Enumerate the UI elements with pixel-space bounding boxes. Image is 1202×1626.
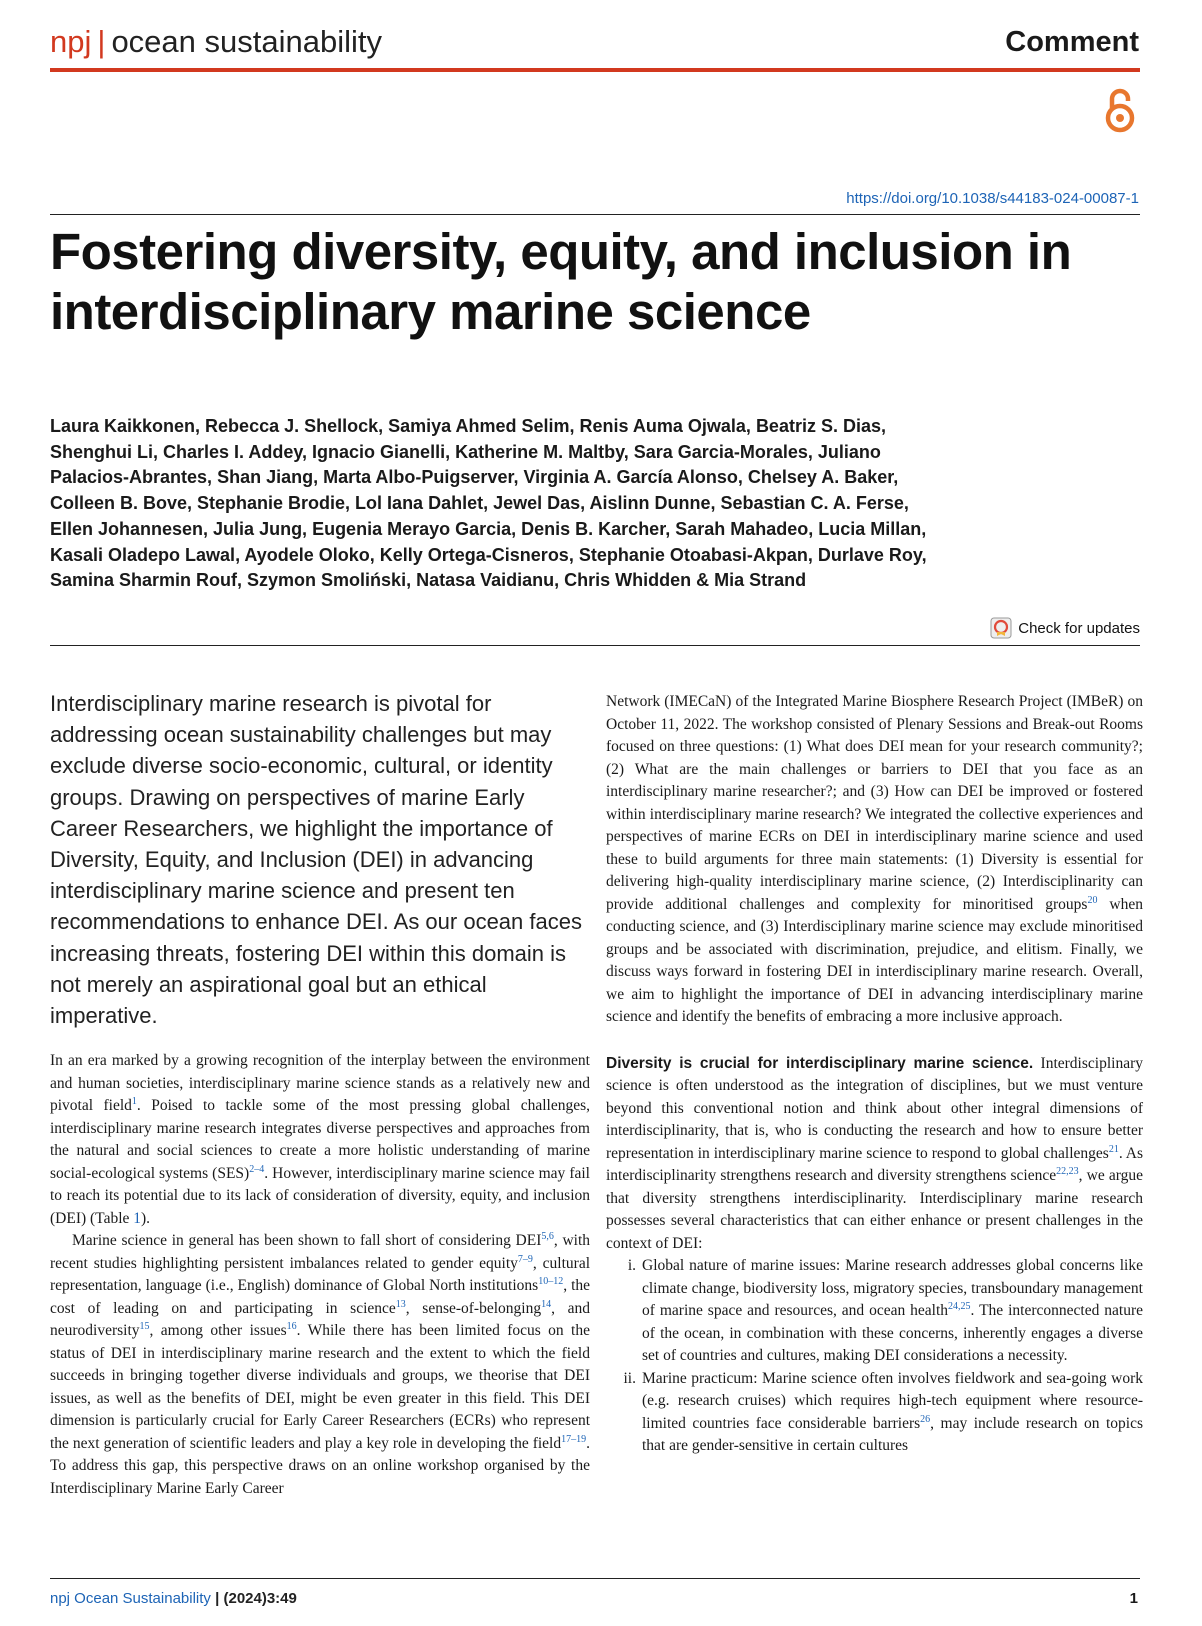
citation-ref[interactable]: 21	[1108, 1143, 1119, 1155]
article-title: Fostering diversity, equity, and inclusion in interdisciplinary marine science	[50, 223, 1072, 340]
citation-ref[interactable]: 26	[920, 1413, 931, 1425]
author-list: Laura Kaikkonen, Rebecca J. Shellock, Samiya Ahmed Selim, Renis Auma Ojwala, Beatriz S. Dias, Shenghui Li, Charles I. Addey, Ignacio Gianelli, Katherine M. Maltby, Sara Garcia-Morales, Juliano Palacios-Abrantes, Shan Jiang, Marta Albo-Puigserver, Virginia A. García Alonso, Chelsey A. Baker, Colleen B. Bove, Stephanie Brodie, Lol Iana Dahlet, Jewel Das, Aislinn Dunne, Sebastian C. A. Ferse, Ellen Johannesen, Julia Jung, Eugenia Merayo Garcia, Denis B. Karcher, Sarah Mahadeo, Lucia Millan, Kasali Oladepo Lawal, Ayodele Oloko, Kelly Ortega-Cisneros, Stephanie Otoabasi-Akpan, Durlave Roy, Samina Sharmin Rouf, Szymon Smoliński, Natasa Vaidianu, Chris Whidden & Mia Strand	[50, 416, 927, 591]
list-number: i.	[627, 1257, 636, 1274]
header-rule	[50, 68, 1140, 72]
footer-journal[interactable]: npj Ocean Sustainability	[50, 1590, 211, 1607]
footer-separator: |	[210, 1590, 224, 1607]
section-heading: Diversity is crucial for interdisciplinary marine science.	[606, 1054, 1034, 1072]
paragraph: Network (IMECaN) of the Integrated Marine Biosphere Research Project (IMBeR) on October 11, 2022. The workshop consisted of Plenary Sessions and Break-out Rooms focused on three questions: (1) What does DEI mean for your research community?; (2) What are the main challenges or barriers to DEI that you face as an interdisciplinary marine researcher?; and (3) How can DEI be improved or fostered within interdisciplinary marine research? We integrated the collective experiences and perspectives of marine ECRs on DEI in interdisciplinary marine science and used these to build arguments for three main statements: (1) Diversity is essential for delivering high-quality interdisciplinary marine science, (2) Interdisciplinarity can provide additional challenges and complexity for minoritised groups$^{20}$ when conducting science, and (3) Interdisciplinary marine science may exclude minoritised groups and be associated with discrimination, prejudice, and elitism. Finally, we discuss ways forward in fostering DEI in interdisciplinary marine research. Overall, we aim to highlight the importance of DEI in advancing interdisciplinary marine science and identify the benefits of embracing a more inclusive approach.	[606, 693, 1144, 1025]
page-number: 1	[1129, 1590, 1138, 1607]
citation-ref[interactable]: 24,25	[948, 1300, 971, 1312]
journal-separator: |	[97, 24, 106, 59]
section-paragraph: Diversity is crucial for interdisciplinary marine science. Interdisciplinary science is often understood as the integration of disciplines, but we must venture beyond this conventional notion and think about other integral dimensions of interdisciplinarity, that is, who is conducting the research and how to ensure better representation in interdisciplinary marine science to respond to global challenges$^{21}$. As interdisciplinarity strengthens research and diversity strengthens science$^{22,23}$, we argue that diversity strengthens interdisciplinarity. Interdisciplinary marine research possesses several characteristics that can either enhance or present challenges in the context of DEI:	[606, 1054, 1144, 1252]
citation-ref[interactable]: 5,6	[541, 1230, 554, 1242]
list-number: ii.	[623, 1369, 636, 1387]
table-ref[interactable]: 1	[133, 1209, 142, 1227]
citation-ref[interactable]: 14	[541, 1298, 552, 1310]
check-updates-icon	[990, 617, 1012, 639]
footer-volume: (2024)3:49	[223, 1590, 297, 1607]
journal-name: ocean sustainability	[111, 24, 382, 59]
list-text: Global nature of marine issues: Marine research addresses global concerns like climate change, biodiversity loss, migratory species, transboundary management of marine space and resources, and ocean health$^{24,25}$. The interconnected nature of the ocean, in combination with these concerns, inherently engages a diverse set of countries and cultures, making DEI considerations a necessity.	[642, 1257, 1143, 1364]
paragraph: In an era marked by a growing recognition of the interplay between the environment and human societies, interdisciplinary marine science stands as a relatively new and pivotal field$^1$. Poised to tackle some of the most pressing global challenges, interdisciplinary marine research integrates diverse perspectives and approaches from the natural and social sciences to create a more holistic understanding of marine social-ecological systems (SES)$^{2-4}$. However, interdisciplinary marine science may fail to reach its potential due to its lack of consideration of diversity, equity, and inclusion (DEI) (Table 1).	[50, 1052, 590, 1227]
citation-ref[interactable]: 13	[395, 1298, 406, 1310]
citation-ref[interactable]: 2–4	[249, 1163, 265, 1175]
article-type: Comment	[1005, 26, 1139, 58]
journal-prefix: npj	[50, 24, 92, 59]
paragraph: Marine science in general has been shown to fall short of considering DEI$^{5,6}$, with recent studies highlighting persistent imbalances related to gender equity$^{7-9}$, cultural representation, language (i.e., English) dominance of Global North institutions$^{10-12}$, the cost of leading on and participating in science$^{13}$, sense-of-belonging$^{14}$, and neurodiversity$^{15}$, among other issues$^{16}$. While there has been limited focus on the status of DEI in interdisciplinary marine research and the extent to which the field succeeds in bringing together diverse individuals and groups, we theorise that DEI issues, as well as the benefits of DEI, might be even greater in this field. This DEI dimension is particularly crucial for Early Career Researchers (ECRs) who represent the next generation of scientific leaders and play a key role in developing the field$^{17-19}$. To address this gap, this perspective draws on an online workshop organised by the Interdisciplinary Marine Early Career	[50, 1230, 591, 1497]
citation-ref[interactable]: 1	[131, 1095, 137, 1107]
journal-header	[50, 24, 382, 60]
footer-rule	[50, 1578, 1140, 1579]
citation-ref[interactable]: 7–9	[517, 1253, 533, 1265]
body-column-left	[50, 1050, 590, 1500]
citation-ref[interactable]: 10–12	[538, 1275, 564, 1287]
abstract: Interdisciplinary marine research is pivotal for addressing ocean sustainability challenges but may exclude diverse socio-economic, cultural, or identity groups. Drawing on perspectives of marine Early Career Researchers, we highlight the importance of Diversity, Equity, and Inclusion (DEI) in advancing interdisciplinary marine science and present ten recommendations to enhance DEI. As our ocean faces increasing threats, fostering DEI within this domain is not merely an aspirational goal but an ethical imperative.	[50, 691, 582, 1029]
doi-link[interactable]: https://doi.org/10.1038/s44183-024-00087-1	[846, 190, 1139, 207]
citation-ref[interactable]: 20	[1087, 894, 1098, 906]
open-access-lock-icon	[1103, 86, 1137, 134]
check-updates-label: Check for updates	[1018, 619, 1140, 637]
footer-citation	[50, 1590, 297, 1607]
citation-ref[interactable]: 22,23	[1056, 1165, 1079, 1177]
body-column-right	[606, 691, 1143, 1458]
list-text: Marine practicum: Marine science often involves fieldwork and sea-going work (e.g. research cruises) which requires high-tech equipment where resource-limited countries face considerable barriers$^{26}$, may include research on topics that are gender-sensitive in certain cultures	[642, 1369, 1143, 1454]
doi-rule	[50, 214, 1140, 215]
list-item	[606, 1255, 1143, 1368]
citation-ref[interactable]: 17–19	[561, 1433, 587, 1445]
authors-rule	[50, 645, 1140, 646]
citation-ref[interactable]: 16	[286, 1320, 297, 1332]
citation-ref[interactable]: 15	[139, 1320, 150, 1332]
list-item	[606, 1368, 1143, 1458]
check-updates-button[interactable]	[990, 617, 1140, 639]
